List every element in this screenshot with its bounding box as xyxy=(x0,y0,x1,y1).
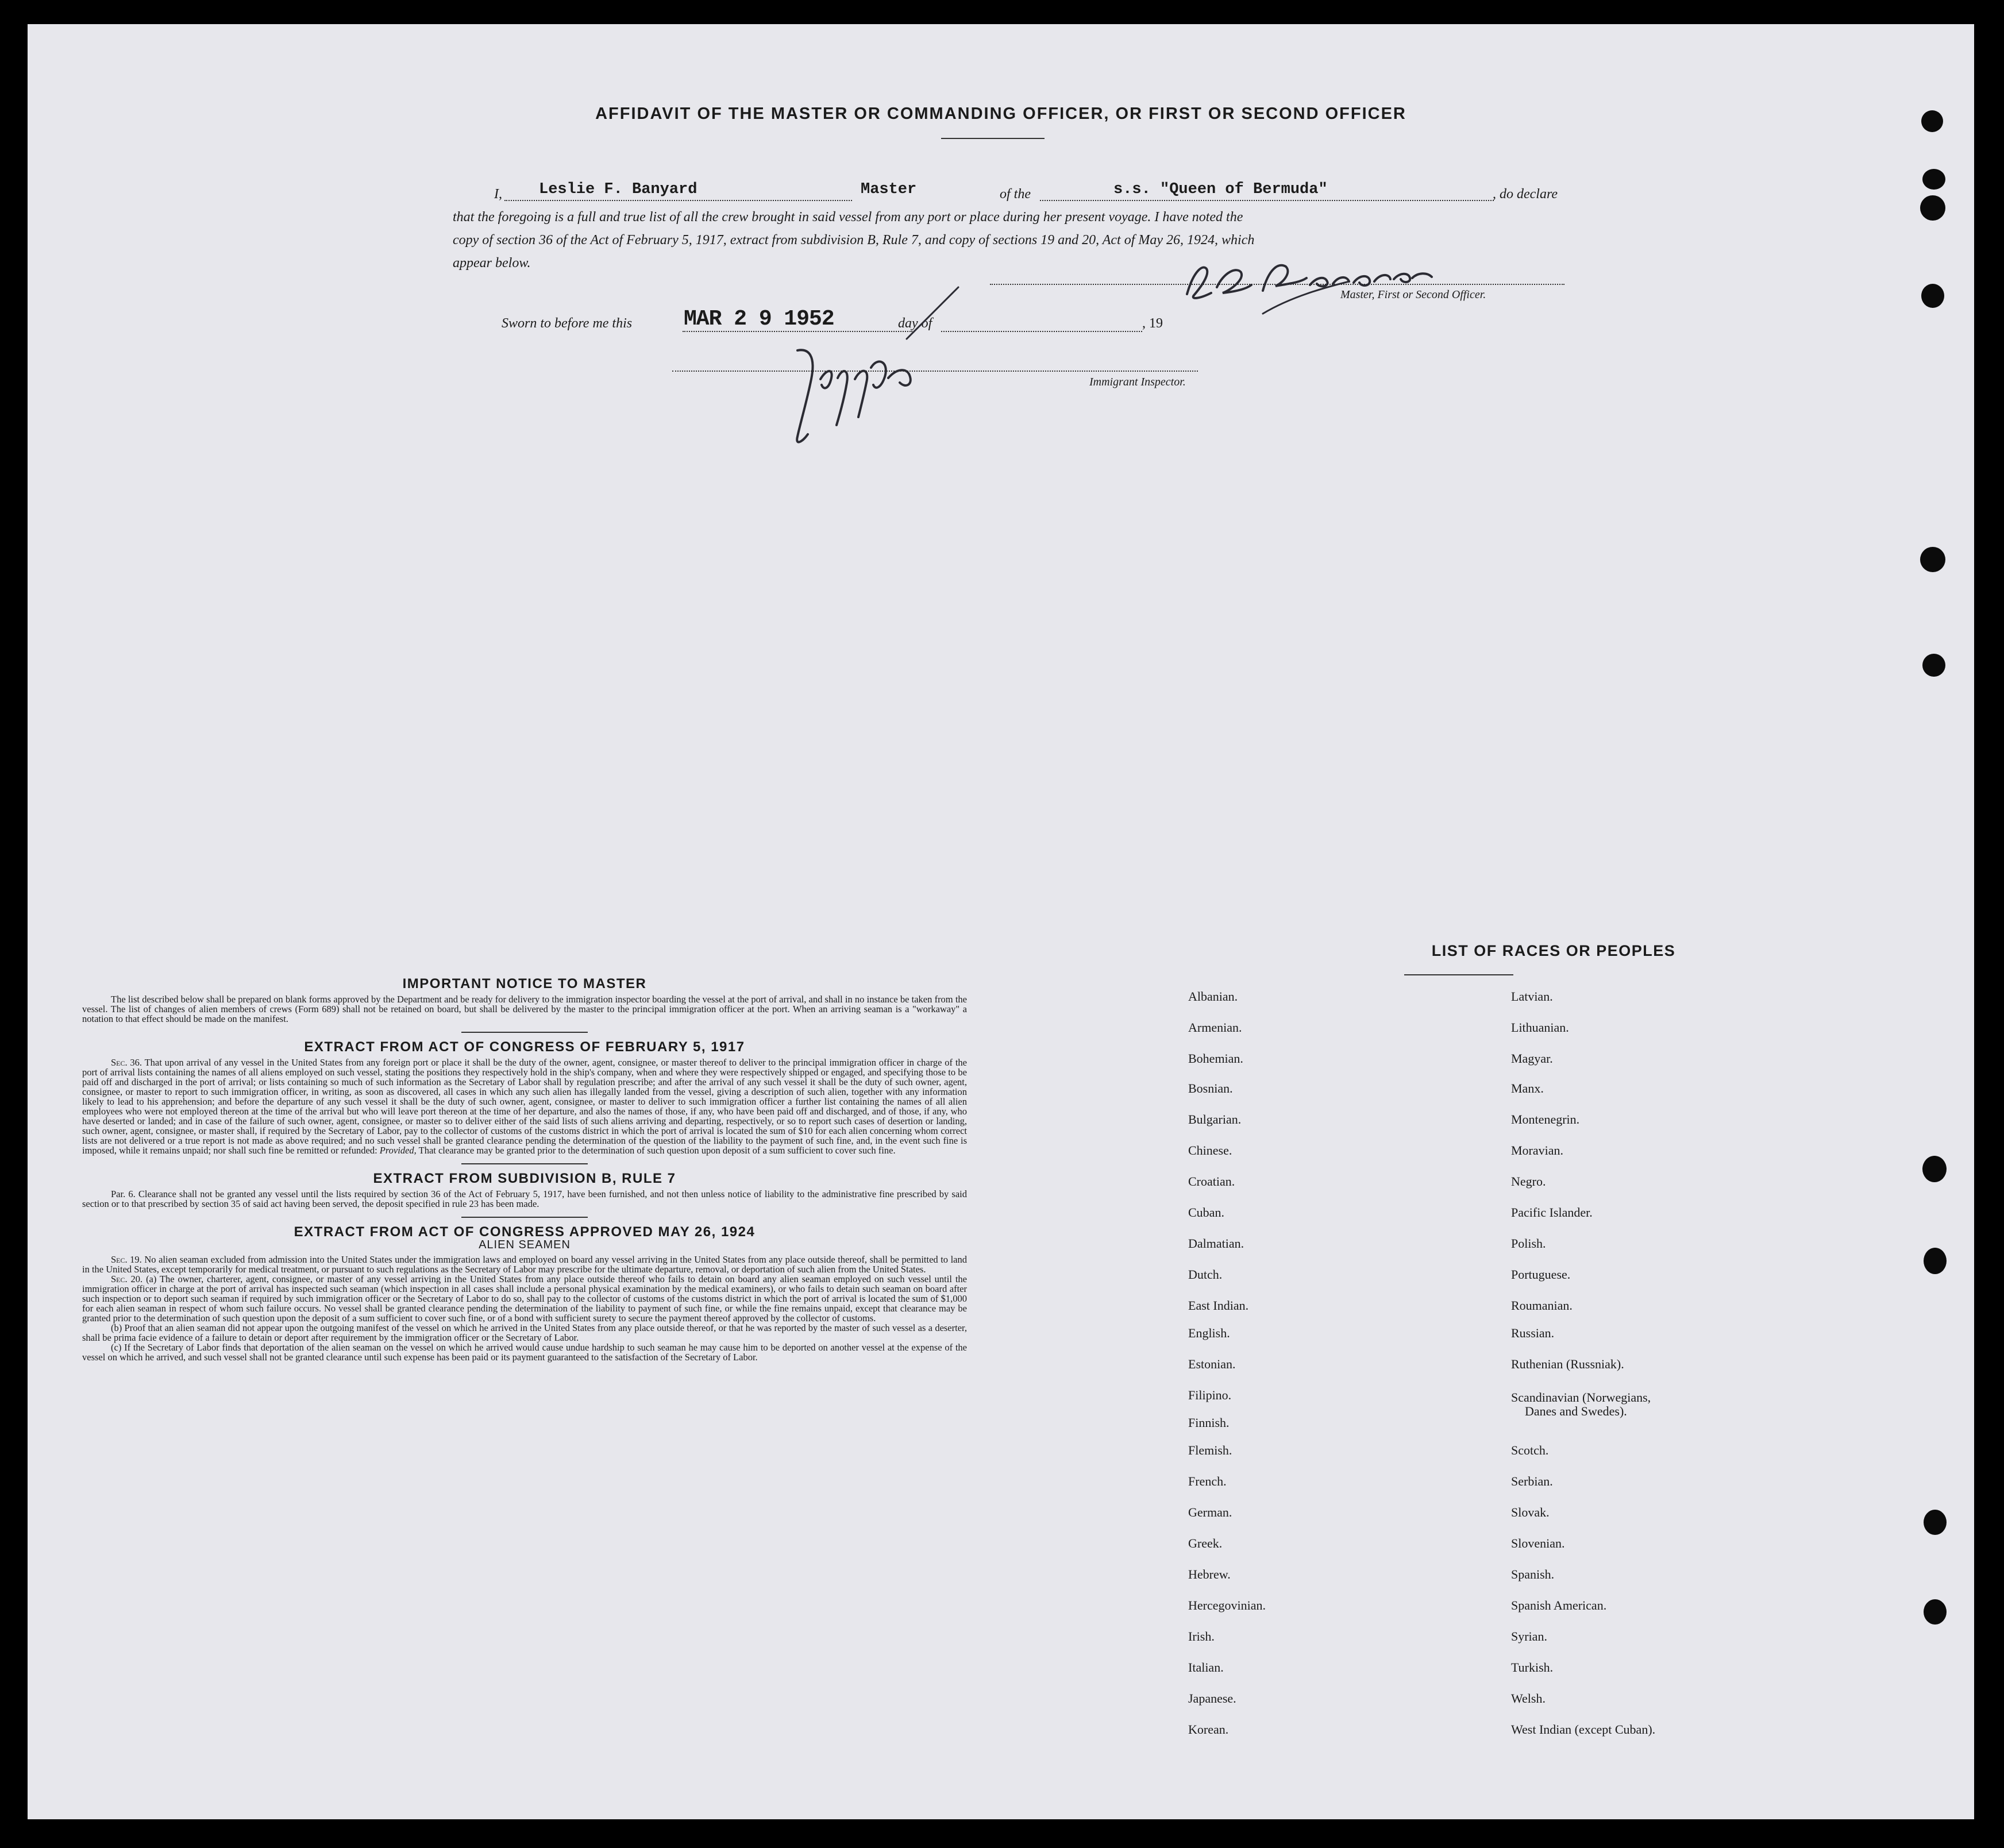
i-label: I, xyxy=(494,187,502,202)
race-item: Manx. xyxy=(1511,1081,1544,1095)
inspector-caption: Immigrant Inspector. xyxy=(1089,376,1186,388)
document-page xyxy=(28,24,1974,1819)
race-item: English. xyxy=(1188,1326,1230,1340)
punch-hole xyxy=(1920,195,1945,221)
race-item: Hebrew. xyxy=(1188,1567,1231,1581)
declaration-line-4: appear below. xyxy=(453,256,531,271)
race-item: Armenian. xyxy=(1188,1020,1242,1035)
race-item: Croatian. xyxy=(1188,1174,1235,1189)
extract-1917-title: EXTRACT FROM ACT OF CONGRESS OF FEBRUARY 5, 1917 xyxy=(304,1039,745,1055)
master-signature xyxy=(1177,247,1452,316)
section-divider xyxy=(461,1217,588,1218)
punch-hole xyxy=(1924,1510,1947,1535)
race-item: Lithuanian. xyxy=(1511,1020,1569,1035)
do-declare-label: , do declare xyxy=(1493,187,1558,202)
of-the-label: of the xyxy=(1000,187,1031,202)
race-item: West Indian (except Cuban). xyxy=(1511,1722,1656,1737)
extract-1924-sec20c: (c) If the Secretary of Labor finds that deportation of the alien seaman on the vessel on which he arrived would cause undue hardship to such seaman he may cause him to be deported on another vessel at the expense of the vessel on which he arrived, and such vessel shall not be granted clearance until such expense has been paid or its payment guaranteed to the satisfaction of the Secretary of Labor. xyxy=(82,1342,967,1363)
race-item: Latvian. xyxy=(1511,989,1553,1004)
extract-rule7-text: Par. 6. Clearance shall not be granted any vessel until the lists required by section 36 of the Act of February 5, 1917, have been furnished, and not then unless notice of liability to the administrative fine prescribed by said section or to that prescribed by section 35 of said act having been served, the deposit specified in rule 23 has been made. xyxy=(82,1189,967,1209)
section-divider xyxy=(461,1032,588,1033)
race-item: Japanese. xyxy=(1188,1691,1236,1706)
punch-hole xyxy=(1921,284,1944,308)
race-item: Serbian. xyxy=(1511,1474,1553,1488)
race-item: Flemish. xyxy=(1188,1443,1232,1457)
extract-rule7-title: EXTRACT FROM SUBDIVISION B, RULE 7 xyxy=(373,1171,676,1186)
declaration-line-2: that the foregoing is a full and true list of all the crew brought in said vessel from any port or place during her present voyage. I have noted the xyxy=(453,210,1243,225)
race-item: Dalmatian. xyxy=(1188,1236,1244,1251)
race-item: East Indian. xyxy=(1188,1298,1249,1313)
punch-hole xyxy=(1922,169,1945,190)
section-divider xyxy=(461,1163,588,1164)
race-item: Welsh. xyxy=(1511,1691,1546,1706)
race-item: Scandinavian (Norwegians, xyxy=(1511,1390,1651,1405)
race-item: Italian. xyxy=(1188,1660,1224,1675)
extract-1924-sec20a: Sec. 20. (a) The owner, charterer, agent, consignee, or master of any vessel arriving in the United States from any place outside thereof who fails to detain on board any alien seaman employed on such vessel until the immigration officer in charge at the port of arrival has inspected such seaman (which inspection in all cases shall include a personal physical examination by the medical examiners), or who fails to detain such seaman on board after such inspection or to deport such seaman if required by such immigration officer or the Secretary of Labor to do so, shall pay to the collector of customs of the customs district in which the port of arrival is located the sum of $1,000 for each alien seaman in respect of whom such failure occurs. No vessel shall be granted clearance pending the determination of the liability to payment of such fine, or while the fine remains unpaid, except that clearance may be granted prior to the determination of such question upon the deposit of a sum sufficient to cover such fine, or of a bond with sufficient surety to secure the payment thereof approved by the collector of customs. xyxy=(82,1274,967,1324)
race-item: Hercegovinian. xyxy=(1188,1598,1266,1612)
race-item: Polish. xyxy=(1511,1236,1546,1251)
extract-1924-sec20b: (b) Proof that an alien seaman did not appear upon the outgoing manifest of the vessel on which he arrived in the United States from any place outside thereof, or that he was reported by the master of such vessel as a deserter, shall be prima facie evidence of a failure to detain or deport after requirement by the immigration officer or the Secretary of Labor. xyxy=(82,1322,967,1343)
rank: Master xyxy=(861,181,917,198)
race-item: Spanish. xyxy=(1511,1567,1555,1581)
extract-1917-text: Sec. 36. That upon arrival of any vessel in the United States from any foreign port or place it shall be the duty of the owner, agent, consignee, or master thereof to deliver to the principal immigration officer in charge of the port of arrival lists containing the names of all aliens employed on such vessel, stating the positions they respectively hold in the ship's company, when and where they were respectively shipped or engaged, and specifying those to be paid off and discharged in the port of arrival; or lists containing so much of such information as the Secretary of Labor shall by regulation prescribe; and after the arrival of any such vessel it shall be the duty of such owner, agent, consignee, or master to report to such immigration officer, in writing, as soon as discovered, all cases in which any such alien has illegally landed from the vessel, giving a description of such alien, together with any information likely to lead to his apprehension; and before the departure of any such vessel it shall be the duty of such owner, agent, consignee, or master to deliver to such immigration officer a further list containing the names of all alien employees who were not employed thereon at the time of the arrival but who will leave port thereon at the time of her departure, and also the names of those, if any, who have been paid off and discharged, and of those, if any, who have deserted or landed; and in case of the failure of such owner, agent, consignee, or master so to deliver either of the said lists of such aliens arriving and departing, respectively, or so to report such cases of desertion or landing, such owner, agent, consignee, or master shall, if required by the Secretary of Labor, pay to the collector of customs of the customs district in which the port of arrival is located the sum of $10 for each alien concerning whom correct lists are not delivered or a true report is not made as above required; and no such vessel shall be granted clearance pending the determination of the question of the liability to the payment of such fine, and, in the event such fine is imposed, while it remains unpaid; nor shall such fine be remitted or refunded: Provided, That clearance may be granted prior to the determination of such question upon deposit of a sum sufficient to cover such fine. xyxy=(82,1057,967,1156)
race-item: Korean. xyxy=(1188,1722,1229,1737)
title-divider xyxy=(941,138,1045,139)
race-item: Slovenian. xyxy=(1511,1536,1565,1550)
year-label: , 19 xyxy=(1142,316,1163,331)
race-item: Moravian. xyxy=(1511,1143,1564,1158)
master-name: Leslie F. Banyard xyxy=(539,181,697,198)
signer-caption: Master, First or Second Officer. xyxy=(1340,288,1486,301)
race-item: Cuban. xyxy=(1188,1205,1224,1220)
inspector-line xyxy=(672,371,1198,372)
race-item: Danes and Swedes). xyxy=(1525,1404,1627,1418)
notice-text: The list described below shall be prepared on blank forms approved by the Department and be ready for delivery to the immigration inspector boarding the vessel at the port of arrival, and shall in no instance be taken from the vessel. The list of changes of alien members of crews (Form 689) shall not be retained on board, but shall be delivered by the master to the principal immigration officer at the port. When an arriving seaman is a "workaway" a notation to that effect should be made on the manifest. xyxy=(82,994,967,1024)
declaration-line-3: copy of section 36 of the Act of February 5, 1917, extract from subdivision B, Rule 7, and copy of sections 19 and 20, Act of May 26, 1924, which xyxy=(453,233,1255,248)
punch-hole xyxy=(1922,654,1945,677)
race-item: Dutch. xyxy=(1188,1267,1223,1282)
sworn-date-stamp: MAR 2 9 1952 xyxy=(684,307,834,331)
race-item: Turkish. xyxy=(1511,1660,1554,1675)
race-item: Montenegrin. xyxy=(1511,1112,1580,1126)
day-of-label: day of xyxy=(898,316,932,331)
extract-1924-subtitle: ALIEN SEAMEN xyxy=(479,1239,571,1251)
race-item: Scotch. xyxy=(1511,1443,1549,1457)
race-item: Bulgarian. xyxy=(1188,1112,1242,1126)
extract-1924-sec19: Sec. 19. No alien seaman excluded from admission into the United States under the immigration laws and employed on board any vessel arriving in the United States from any place outside thereof, shall be permitted to land in the United States, except temporarily for medical treatment, or pursuant to such regulations as the Secretary of Labor may prescribe for the ultimate departure, removal, or deportation of such alien from the United States. xyxy=(82,1254,968,1275)
races-title: LIST OF RACES OR PEOPLES xyxy=(1431,942,1676,959)
vessel-name: s.s. "Queen of Bermuda" xyxy=(1113,181,1328,198)
race-item: Chinese. xyxy=(1188,1143,1232,1158)
race-item: Magyar. xyxy=(1511,1051,1553,1066)
legal-extracts xyxy=(82,976,968,1363)
race-item: Pacific Islander. xyxy=(1511,1205,1593,1220)
race-item: Greek. xyxy=(1188,1536,1223,1550)
race-item: Bosnian. xyxy=(1188,1081,1233,1095)
punch-hole xyxy=(1922,1156,1947,1182)
month-line xyxy=(941,331,1142,332)
extract-1924-title: EXTRACT FROM ACT OF CONGRESS APPROVED MAY 26, 1924 xyxy=(294,1224,756,1240)
race-item: Irish. xyxy=(1188,1629,1215,1643)
race-item: Roumanian. xyxy=(1511,1298,1573,1313)
inspector-signature xyxy=(774,281,970,448)
race-item: Spanish American. xyxy=(1511,1598,1607,1612)
affidavit-title: AFFIDAVIT OF THE MASTER OR COMMANDING OFFICER, OR FIRST OR SECOND OFFICER xyxy=(595,105,1406,123)
punch-hole xyxy=(1920,547,1945,572)
race-item: Negro. xyxy=(1511,1174,1546,1189)
race-item: Slovak. xyxy=(1511,1505,1550,1519)
race-item: Estonian. xyxy=(1188,1357,1236,1371)
race-item: Bohemian. xyxy=(1188,1051,1243,1066)
race-item: Ruthenian (Russniak). xyxy=(1511,1357,1624,1371)
sworn-label: Sworn to before me this xyxy=(502,316,633,331)
race-item: Albanian. xyxy=(1188,989,1238,1004)
races-divider xyxy=(1404,974,1513,975)
race-item: Syrian. xyxy=(1511,1629,1547,1643)
race-item: Portuguese. xyxy=(1511,1267,1571,1282)
punch-hole xyxy=(1924,1599,1947,1625)
race-item: French. xyxy=(1188,1474,1227,1488)
notice-title: IMPORTANT NOTICE TO MASTER xyxy=(402,976,647,991)
race-item: Filipino. xyxy=(1188,1388,1232,1402)
punch-hole xyxy=(1924,1248,1947,1274)
race-item: Finnish. xyxy=(1188,1415,1230,1430)
race-item: German. xyxy=(1188,1505,1232,1519)
race-item: Russian. xyxy=(1511,1326,1555,1340)
